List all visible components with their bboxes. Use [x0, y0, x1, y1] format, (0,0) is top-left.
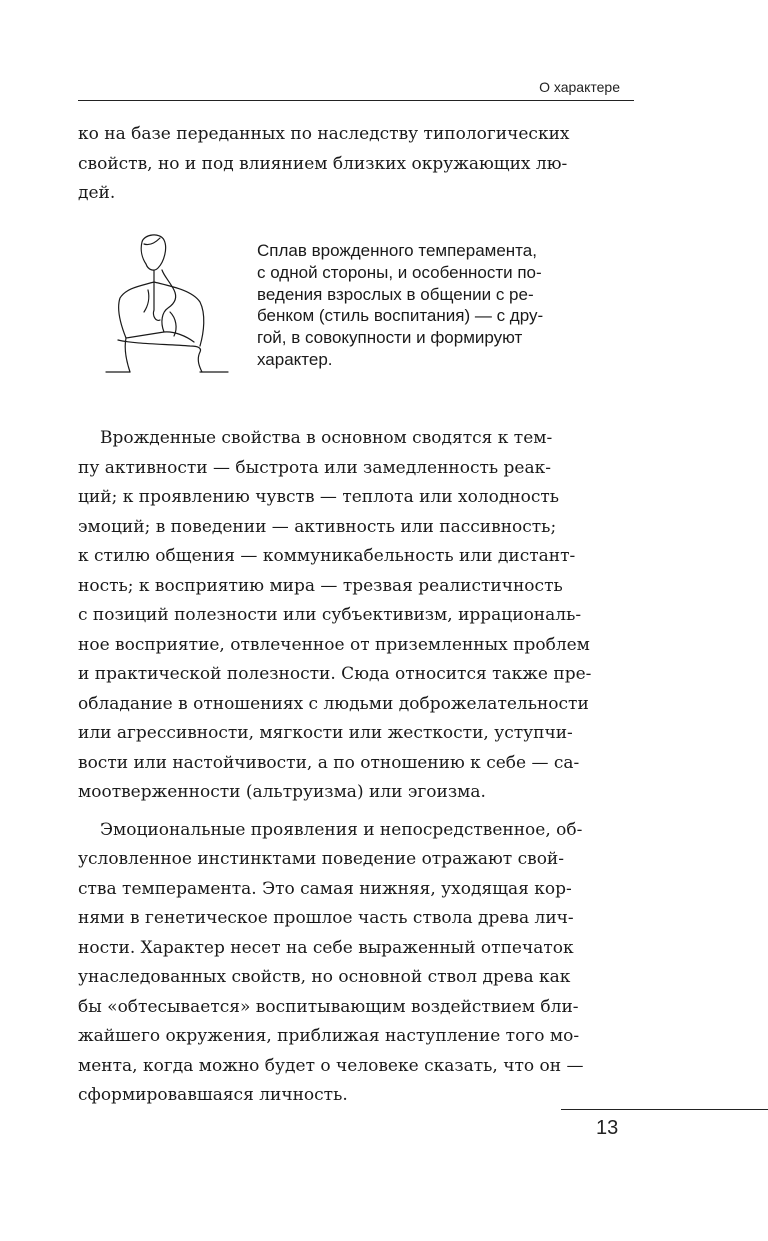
text-line: бы «обтесывается» воспитывающим воздействием бли-: [78, 996, 579, 1017]
page-number: 13: [596, 1117, 619, 1139]
text-line: эмоций; в поведении — активность или пассивность;: [78, 516, 557, 537]
text-line: с позиций полезности или субъективизм, иррациональ-: [78, 605, 582, 625]
text-line: ций; к проявлению чувств — теплота или холодность: [78, 487, 560, 507]
thinking-person-illustration: [104, 232, 230, 376]
lead-paragraph: [78, 120, 634, 209]
text-line: условленное инстинктами поведение отражают свой-: [78, 849, 565, 869]
text-line: ность; к восприятию мира — трезвая реалистичность: [78, 575, 563, 596]
text-line: свойств, но и под влиянием близких окружающих лю-: [78, 153, 568, 174]
text-line: мента, когда можно будет о человеке сказать, что он —: [78, 1055, 584, 1076]
text-line: жайшего окружения, приближая наступление того мо-: [78, 1026, 580, 1046]
text-line: Врожденные свойства в основном сводятся к тем-: [100, 428, 553, 448]
callout-line: Сплав врожденного темперамента,: [257, 241, 537, 260]
text-line: пу активности — быстрота или замедленность реак-: [78, 457, 551, 478]
text-line: ко на базе переданных по наследству типологических: [78, 124, 570, 144]
text-line: ства темперамента. Это самая нижняя, уходящая кор-: [78, 878, 572, 899]
text-line: вости или настойчивости, а по отношению к себе — са-: [78, 752, 580, 773]
paragraph-gap: [78, 808, 634, 816]
text-line: дей.: [78, 183, 116, 203]
callout-line: с одной стороны, и особенности по-: [257, 262, 542, 282]
text-line: сформировавшаяся личность.: [78, 1085, 348, 1105]
callout-line: гой, в совокупности и формируют: [257, 328, 523, 348]
text-line: унаследованных свойств, но основной ствол древа как: [78, 967, 571, 987]
text-line: моотверженности (альтруизма) или эгоизма.: [78, 782, 486, 802]
footer-rule: [561, 1109, 768, 1110]
body-text: [78, 424, 634, 1111]
callout-line: ведения взрослых в общении с ре-: [257, 284, 534, 304]
text-line: Эмоциональные проявления и непосредственное, об-: [100, 819, 583, 840]
text-line: ности. Характер несет на себе выраженный отпечаток: [78, 937, 574, 958]
callout-quote: [257, 240, 647, 371]
callout-line: характер.: [257, 349, 333, 369]
text-line: и практической полезности. Сюда относится также пре-: [78, 664, 592, 684]
callout-line: бенком (стиль воспитания) — с дру-: [257, 306, 544, 326]
text-line: или агрессивности, мягкости или жесткости, уступчи-: [78, 723, 573, 743]
header-rule: [78, 100, 634, 101]
text-line: ное восприятие, отвлеченное от приземленных проблем: [78, 634, 590, 655]
running-title: О характере: [539, 79, 620, 95]
text-line: обладание в отношениях с людьми доброжелательности: [78, 693, 589, 714]
text-line: к стилю общения — коммуникабельность или дистант-: [78, 546, 576, 566]
text-line: нями в генетическое прошлое часть ствола древа лич-: [78, 908, 574, 928]
